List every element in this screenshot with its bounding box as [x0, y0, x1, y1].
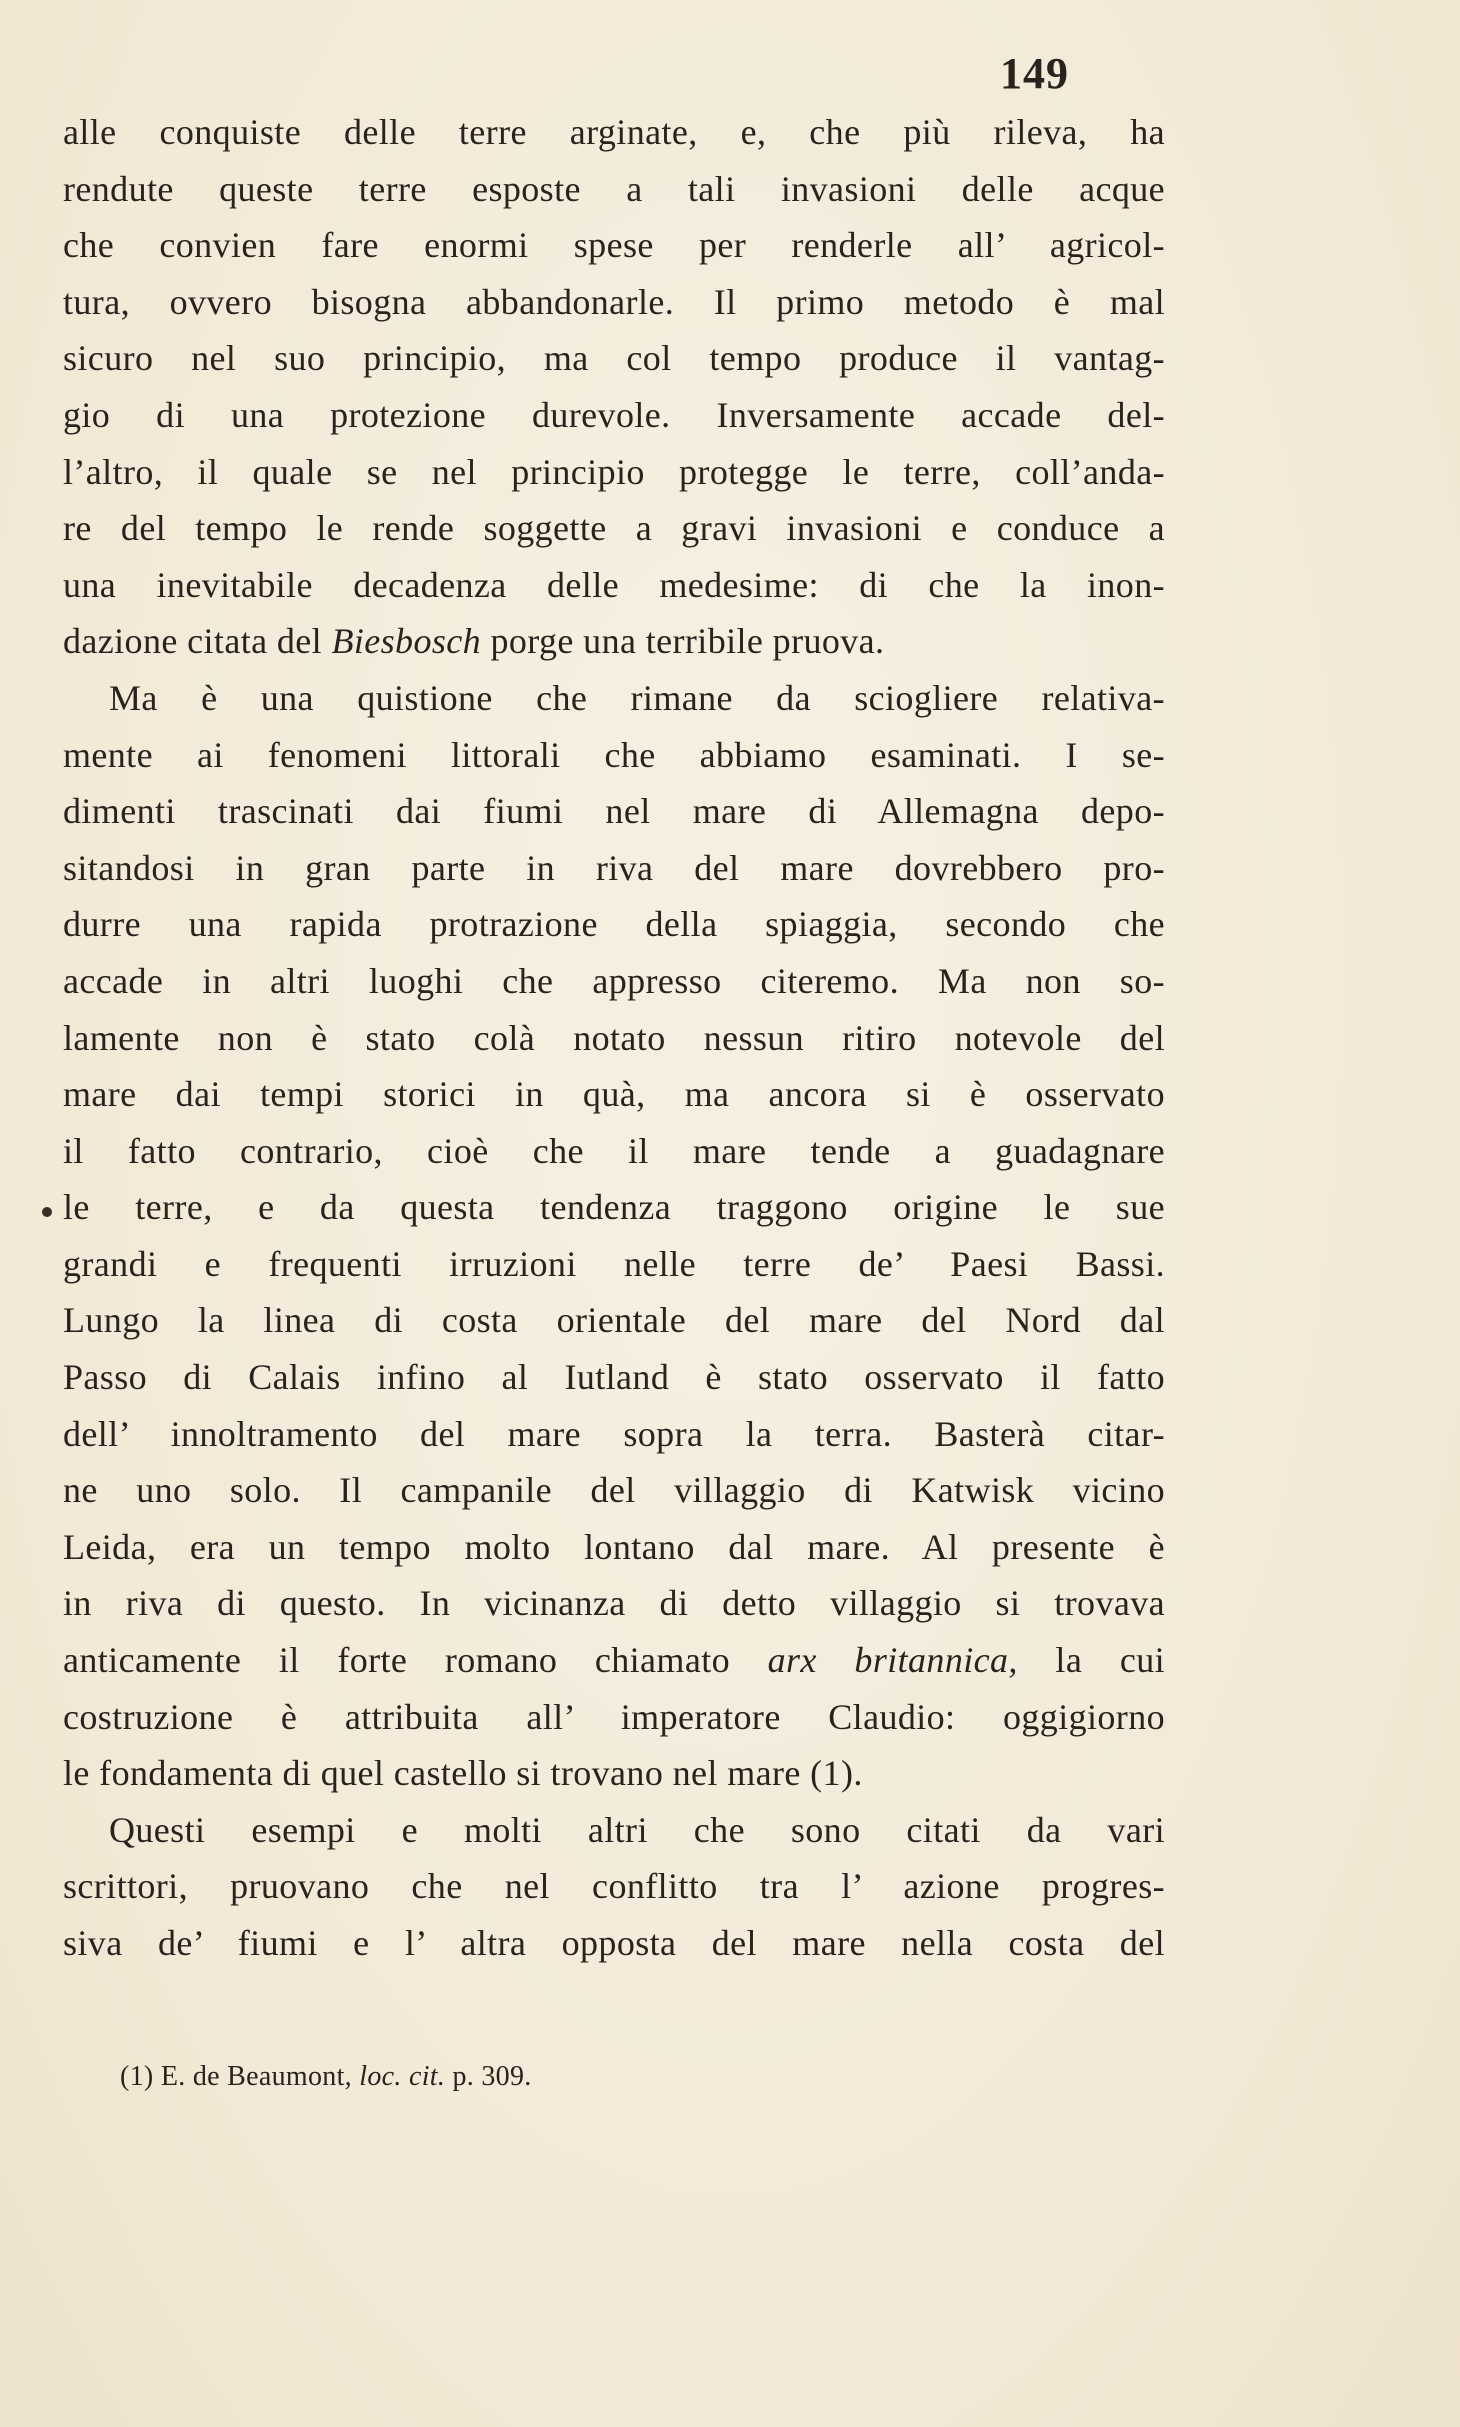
text-line: che convien fare enormi spese per renderle all’ agricol- [63, 225, 1165, 266]
text-line: durre una rapida protrazione della spiaggia, secondo che [63, 904, 1165, 945]
text-line: sicuro nel suo principio, ma col tempo produce il vantag- [63, 338, 1165, 379]
text-line: siva de’ fiumi e l’ altra opposta del mare nella costa del [63, 1923, 1165, 1963]
text-line: Leida, era un tempo molto lontano dal mare. Al presente è [63, 1526, 1165, 1567]
text-line: mente ai fenomeni littorali che abbiamo esaminati. I se- [63, 734, 1165, 775]
italic-term: Biesbosch [331, 621, 482, 662]
text-line: in riva di questo. In vicinanza di detto villaggio si trovava [63, 1583, 1165, 1624]
text-segment: dazione citata del [63, 621, 332, 662]
footnote [120, 2057, 532, 2097]
text-line: rendute queste terre esposte a tali invasioni delle acque [63, 168, 1165, 209]
text-line: sitandosi in gran parte in riva del mare dovrebbero pro- [63, 847, 1165, 888]
text-line: re del tempo le rende soggette a gravi invasioni e conduce a [63, 508, 1165, 549]
text-line: gio di una protezione durevole. Inversamente accade del- [63, 394, 1165, 435]
text-line: tura, ovvero bisogna abbandonarle. Il primo metodo è mal [63, 281, 1165, 322]
text-line: Questi esempi e molti altri che sono citati da vari [109, 1809, 1165, 1850]
text-line: l’altro, il quale se nel principio protegge le terre, coll’anda- [63, 451, 1165, 492]
text-line: accade in altri luoghi che appresso citeremo. Ma non so- [63, 960, 1165, 1001]
page-number: 149 [1000, 49, 1069, 98]
text-line: grandi e frequenti irruzioni nelle terre de’ Paesi Bassi. [63, 1243, 1165, 1284]
text-segment: porge una terribile pruova. [481, 621, 885, 662]
paragraph [63, 104, 1165, 670]
text-line: alle conquiste delle terre arginate, e, che più rileva, ha [63, 112, 1165, 152]
text-line: dimenti trascinati dai fiumi nel mare di Allemagna depo- [63, 791, 1165, 832]
body-text [63, 104, 1165, 1972]
text-line: mare dai tempi storici in quà, ma ancora si è osservato [63, 1074, 1165, 1115]
footnote-text-italic: loc. cit. [359, 2061, 446, 2092]
text-segment: anticamente il forte romano chiamato [63, 1640, 768, 1681]
text-line: scrittori, pruovano che nel conflitto tra l’ azione progres- [63, 1866, 1165, 1907]
text-line: Lungo la linea di costa orientale del mare del Nord dal [63, 1300, 1165, 1341]
text-line: una inevitabile decadenza delle medesime: di che la inon- [63, 564, 1165, 605]
text-line: il fatto contrario, cioè che il mare tende a guadagnare [63, 1130, 1165, 1171]
paragraph [63, 1802, 1165, 1972]
margin-dot-mark [42, 1207, 52, 1217]
text-line [63, 1632, 1165, 1689]
footnote-text-pre: (1) E. de Beaumont, [120, 2061, 360, 2092]
text-line: costruzione è attribuita all’ imperatore Claudio: oggigiorno [63, 1696, 1165, 1737]
text-line: Ma è una quistione che rimane da sciogliere relativa- [109, 677, 1165, 718]
text-segment: la cui [1017, 1640, 1166, 1681]
text-line: le terre, e da questa tendenza traggono origine le sue [63, 1187, 1165, 1228]
paragraph [63, 670, 1165, 1802]
text-line: ne uno solo. Il campanile del villaggio di Katwisk vicino [63, 1470, 1165, 1511]
italic-term: arx britannica, [767, 1640, 1018, 1681]
text-line: dell’ innoltramento del mare sopra la terra. Basterà citar- [63, 1413, 1165, 1454]
text-line: Passo di Calais infino al Iutland è stato osservato il fatto [63, 1357, 1165, 1398]
footnote-text-post: p. 309. [445, 2061, 532, 2092]
text-line: lamente non è stato colà notato nessun ritiro notevole del [63, 1017, 1165, 1058]
text-line [63, 613, 1165, 670]
text-line: le fondamenta di quel castello si trovano nel mare (1). [63, 1753, 863, 1794]
